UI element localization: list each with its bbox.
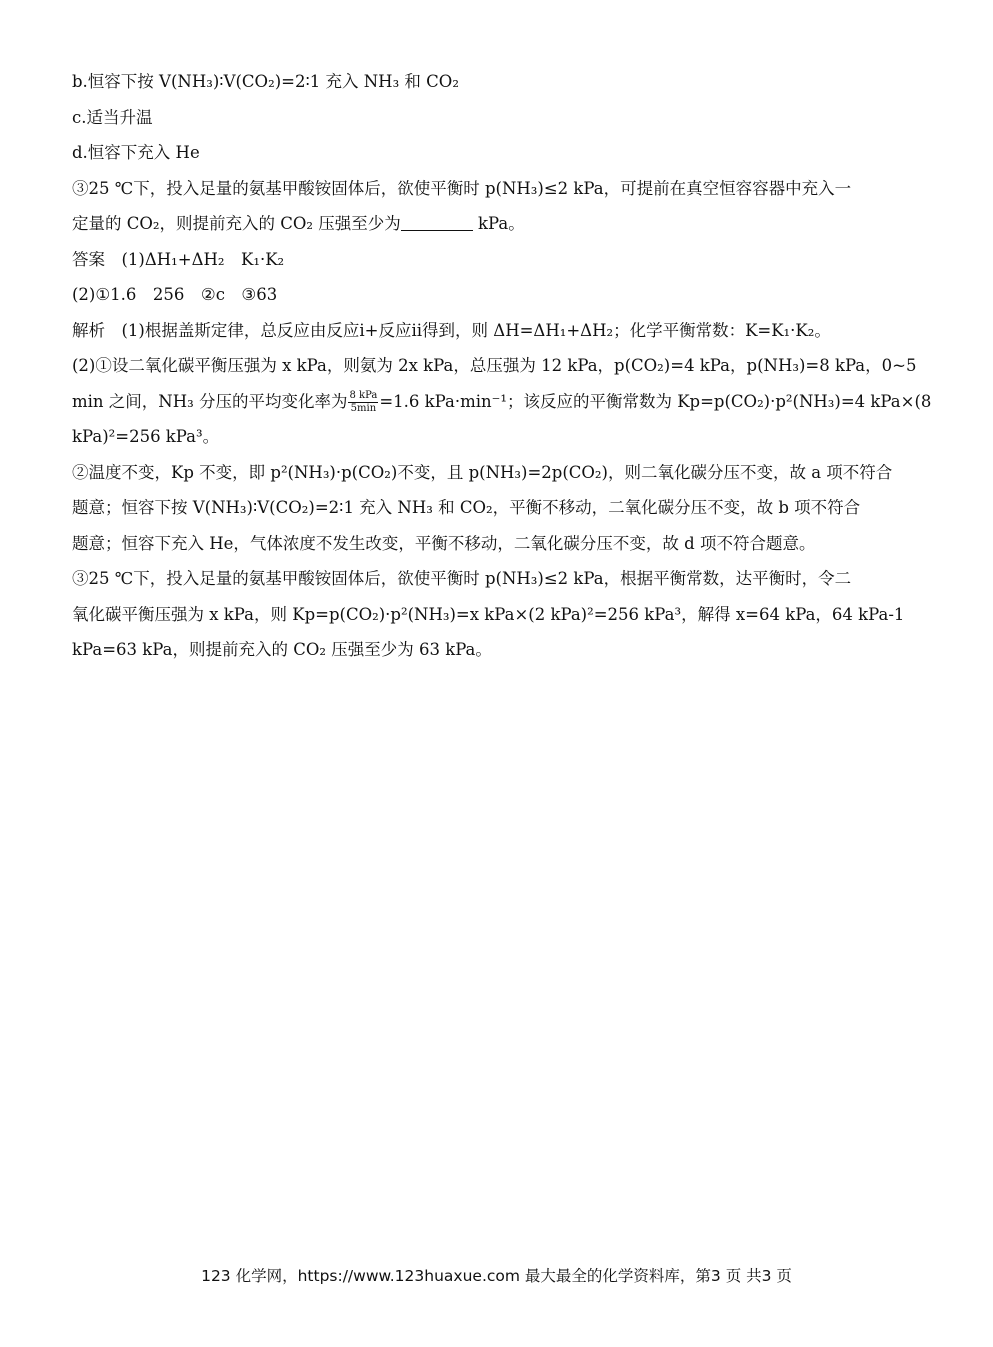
answer-line-1: 答案 (1)ΔH₁+ΔH₂ K₁·K₂ — [72, 249, 285, 269]
analysis-line-6: 题意；恒容下按 V(NH₃)∶V(CO₂)=2∶1 充入 NH₃ 和 CO₂，平衡不移动，二氧化碳分压不变，故 b 项不符合 — [72, 498, 861, 517]
analysis-line-8: ③25 ℃下，投入足量的氨基甲酸铵固体后，欲使平衡时 p(NH₃)≤2 kPa，根据平衡常数，达平衡时，令二 — [72, 569, 852, 588]
answer-blank — [401, 212, 473, 231]
analysis-line-1: 解析 (1)根据盖斯定律，总反应由反应ⅰ+反应ⅱ得到，则 ΔH=ΔH₁+ΔH₂；化学平衡常数：K=K₁·K₂。 — [72, 320, 831, 340]
option-b: b.恒容下按 V(NH₃)∶V(CO₂)=2∶1 充入 NH₃ 和 CO₂ — [72, 72, 459, 91]
option-d: d.恒容下充入 He — [72, 143, 200, 162]
analysis-line-5: ②温度不变，Kp 不变，即 p²(NH₃)·p(CO₂)不变，且 p(NH₃)=2p(CO₂)，则二氧化碳分压不变，故 a 项不符合 — [72, 462, 893, 482]
rate-text-continued: =1.6 kPa·min⁻¹；该反应的平衡常数为 Kp=p(CO₂)·p²(NH₃)=4 kPa×(8 — [379, 391, 932, 411]
analysis-line-9: 氧化碳平衡压强为 x kPa，则 Kp=p(CO₂)·p²(NH₃)=x kPa×(2 kPa)²=256 kPa³，解得 x=64 kPa，64 kPa-1 — [72, 604, 905, 624]
fraction-denominator: 5min — [350, 402, 377, 414]
page-footer: 123 化学网，https://www.123huaxue.com 最大最全的化学资料库，第3 页 共3 页 — [201, 1267, 792, 1285]
rate-fraction — [348, 390, 378, 415]
question-3-line-1: ③25 ℃下，投入足量的氨基甲酸铵固体后，欲使平衡时 p(NH₃)≤2 kPa，可提前在真空恒容容器中充入一 — [72, 178, 852, 198]
analysis-line-3 — [72, 384, 932, 420]
rate-text: min 之间，NH₃ 分压的平均变化率为 — [72, 391, 348, 411]
analysis-line-7: 题意；恒容下充入 He，气体浓度不发生改变，平衡不移动，二氧化碳分压不变，故 d 项不符合题意。 — [72, 533, 816, 553]
fraction-numerator: 8 kPa — [349, 389, 378, 401]
answer-line-2: (2)①1.6 256 ②c ③63 — [72, 285, 278, 304]
question-3-line-2 — [72, 206, 920, 242]
analysis-line-10: kPa=63 kPa，则提前充入的 CO₂ 压强至少为 63 kPa。 — [72, 640, 492, 659]
analysis-line-4: kPa)²=256 kPa³。 — [72, 427, 220, 446]
blank-unit: kPa。 — [472, 214, 525, 233]
question-3-text: 定量的 CO₂，则提前充入的 CO₂ 压强至少为 — [72, 214, 401, 233]
option-c: c.适当升温 — [72, 107, 153, 127]
document-body — [72, 64, 932, 668]
analysis-line-2: (2)①设二氧化碳平衡压强为 x kPa，则氨为 2x kPa，总压强为 12 kPa，p(CO₂)=4 kPa，p(NH₃)=8 kPa，0~5 — [72, 356, 917, 375]
